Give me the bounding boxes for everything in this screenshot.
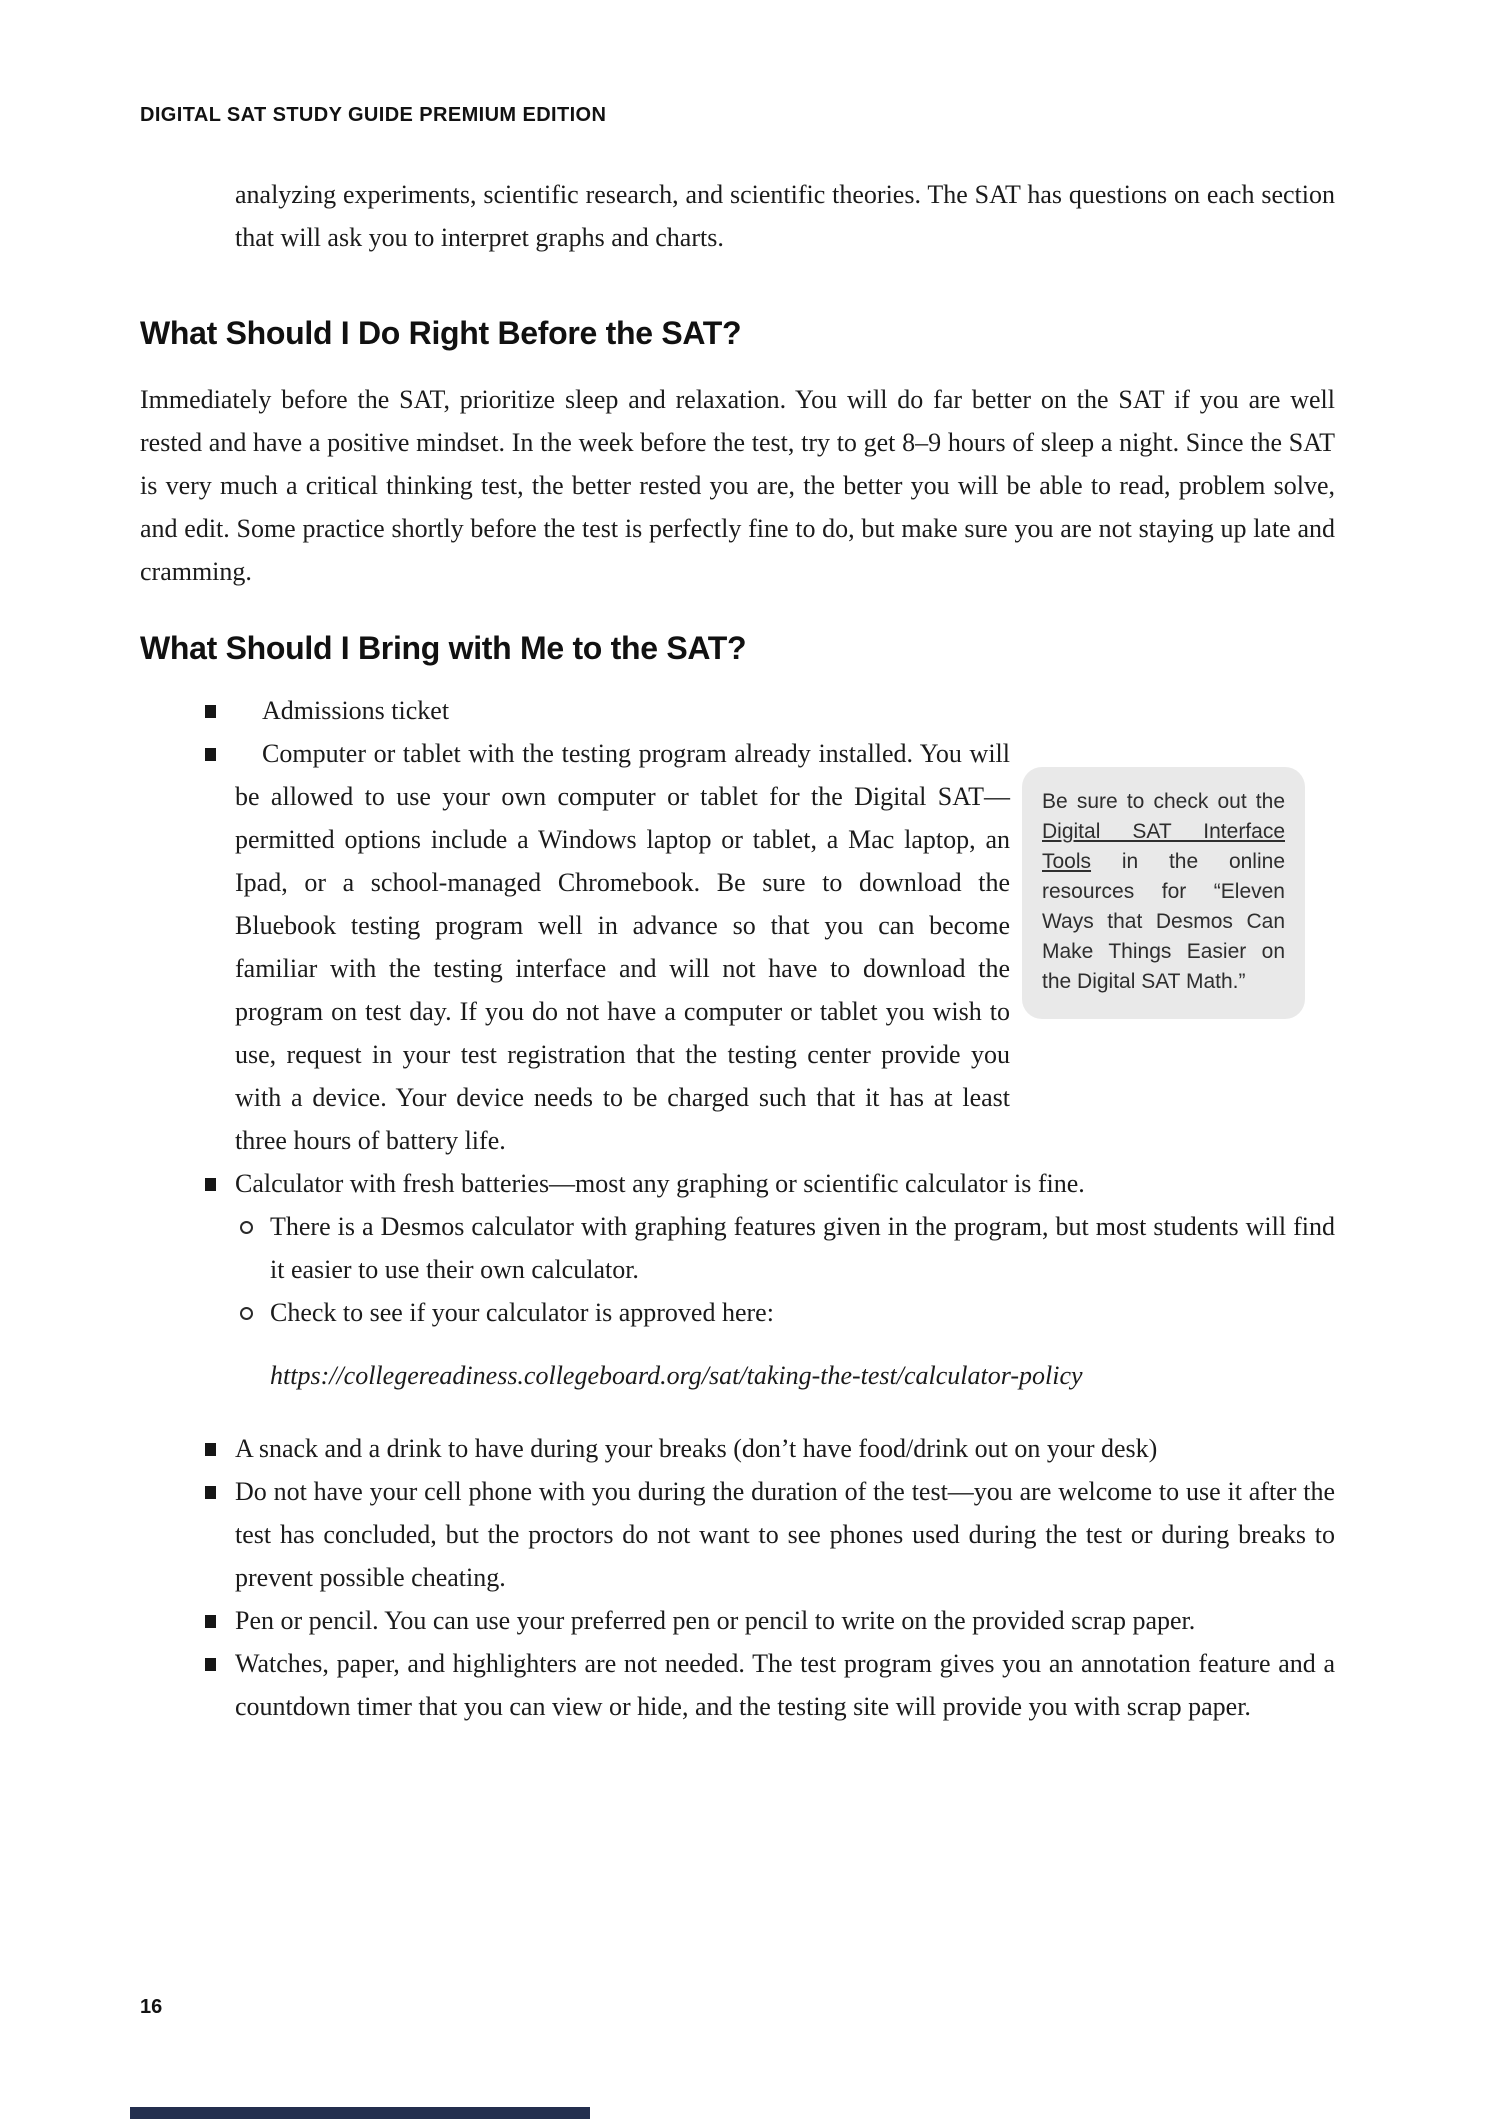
bullet-text: Admissions ticket: [262, 696, 450, 725]
bullet-text: A snack and a drink to have during your breaks (don’t have food/drink out on your desk): [235, 1434, 1158, 1463]
bullet-text: Pen or pencil. You can use your preferred pen or pencil to write on the provided scrap paper.: [235, 1606, 1196, 1635]
sub-bullet-text: Check to see if your calculator is approved here:: [270, 1298, 774, 1327]
square-bullet-icon: [205, 1615, 216, 1628]
bullet-item-admissions: [140, 689, 1335, 732]
footer-bar: [130, 2107, 590, 2119]
bullet-item-snack: [140, 1427, 1335, 1470]
bullet-item-computer: [140, 732, 1335, 1162]
bullet-item-phone: [140, 1470, 1335, 1599]
page-number: 16: [140, 1996, 163, 2018]
square-bullet-icon: [205, 748, 216, 761]
calculator-policy-url: https://collegereadiness.collegeboard.org/sat/taking-the-test/calculator-policy: [270, 1361, 1083, 1390]
before-sat-paragraph: Immediately before the SAT, prioritize sleep and relaxation. You will do far better on the SAT if you are well rested and have a positive mindset. In the week before the test, try to get 8–9 hours of sleep a night. Since the SAT is very much a critical thinking test, the better rested you are, the better you will be able to read, problem solve, and edit. Some practice shortly before the test is perfectly fine to do, but make sure you are not staying up late and cramming.: [140, 385, 1335, 586]
sub-bullet-text: There is a Desmos calculator with graphing features given in the program, but most students will find it easier to use their own calculator.: [270, 1212, 1335, 1284]
sub-bullet-item-desmos: [140, 1205, 1335, 1291]
bullet-item-watches: [140, 1642, 1335, 1728]
square-bullet-icon: [205, 705, 216, 718]
circle-bullet-icon: [240, 1221, 253, 1234]
bullet-text: Computer or tablet with the testing program already installed. You will be allowed to use your own computer or tablet for the Digital SAT—permitted options include a Windows laptop or tablet, a Mac laptop, an Ipad, or a school-managed Chromebook. Be sure to download the Bluebook testing program well in advance so that you can become familiar with the testing interface and will not have to download the program on test day. If you do not have a computer or tablet you wish to use, request in your test registration that the testing center provide you with a device. Your device needs to be charged such that it has at least three hours of battery life.: [235, 739, 1010, 1155]
square-bullet-icon: [205, 1658, 216, 1671]
callout-box: [1022, 767, 1305, 1019]
callout-text-after: in the online resources for “Eleven Ways that Desmos Can Make Things Easier on the Digital SAT Math.”: [1042, 850, 1285, 993]
bullet-item-calculator: [140, 1162, 1335, 1205]
intro-paragraph: analyzing experiments, scientific research, and scientific theories. The SAT has questions on each section that will ask you to interpret graphs and charts.: [235, 180, 1335, 252]
square-bullet-icon: [205, 1178, 216, 1191]
section-heading-bring-sat: What Should I Bring with Me to the SAT?: [140, 630, 747, 666]
running-head: DIGITAL SAT STUDY GUIDE PREMIUM EDITION: [140, 104, 607, 126]
square-bullet-icon: [205, 1443, 216, 1456]
bullet-text: Calculator with fresh batteries—most any graphing or scientific calculator is fine.: [235, 1169, 1085, 1198]
bullet-text: Do not have your cell phone with you during the duration of the test—you are welcome to use it after the test has concluded, but the proctors do not want to see phones used during the test or during breaks to prevent possible cheating.: [235, 1477, 1335, 1592]
section-heading-before-sat: What Should I Do Right Before the SAT?: [140, 315, 742, 351]
digital-sat-interface-tools-link[interactable]: Digital SAT Interface Tools: [1042, 820, 1285, 873]
bullet-text: Watches, paper, and highlighters are not needed. The test program gives you an annotation feature and a countdown timer that you can view or hide, and the testing site will provide you with scrap paper.: [235, 1649, 1335, 1721]
square-bullet-icon: [205, 1486, 216, 1499]
bullet-item-pen: [140, 1599, 1335, 1642]
callout-text-before: Be sure to check out the: [1042, 790, 1285, 813]
circle-bullet-icon: [240, 1307, 253, 1320]
bring-bullet-list: [140, 689, 1335, 1728]
sub-bullet-item-approval: [140, 1291, 1335, 1334]
